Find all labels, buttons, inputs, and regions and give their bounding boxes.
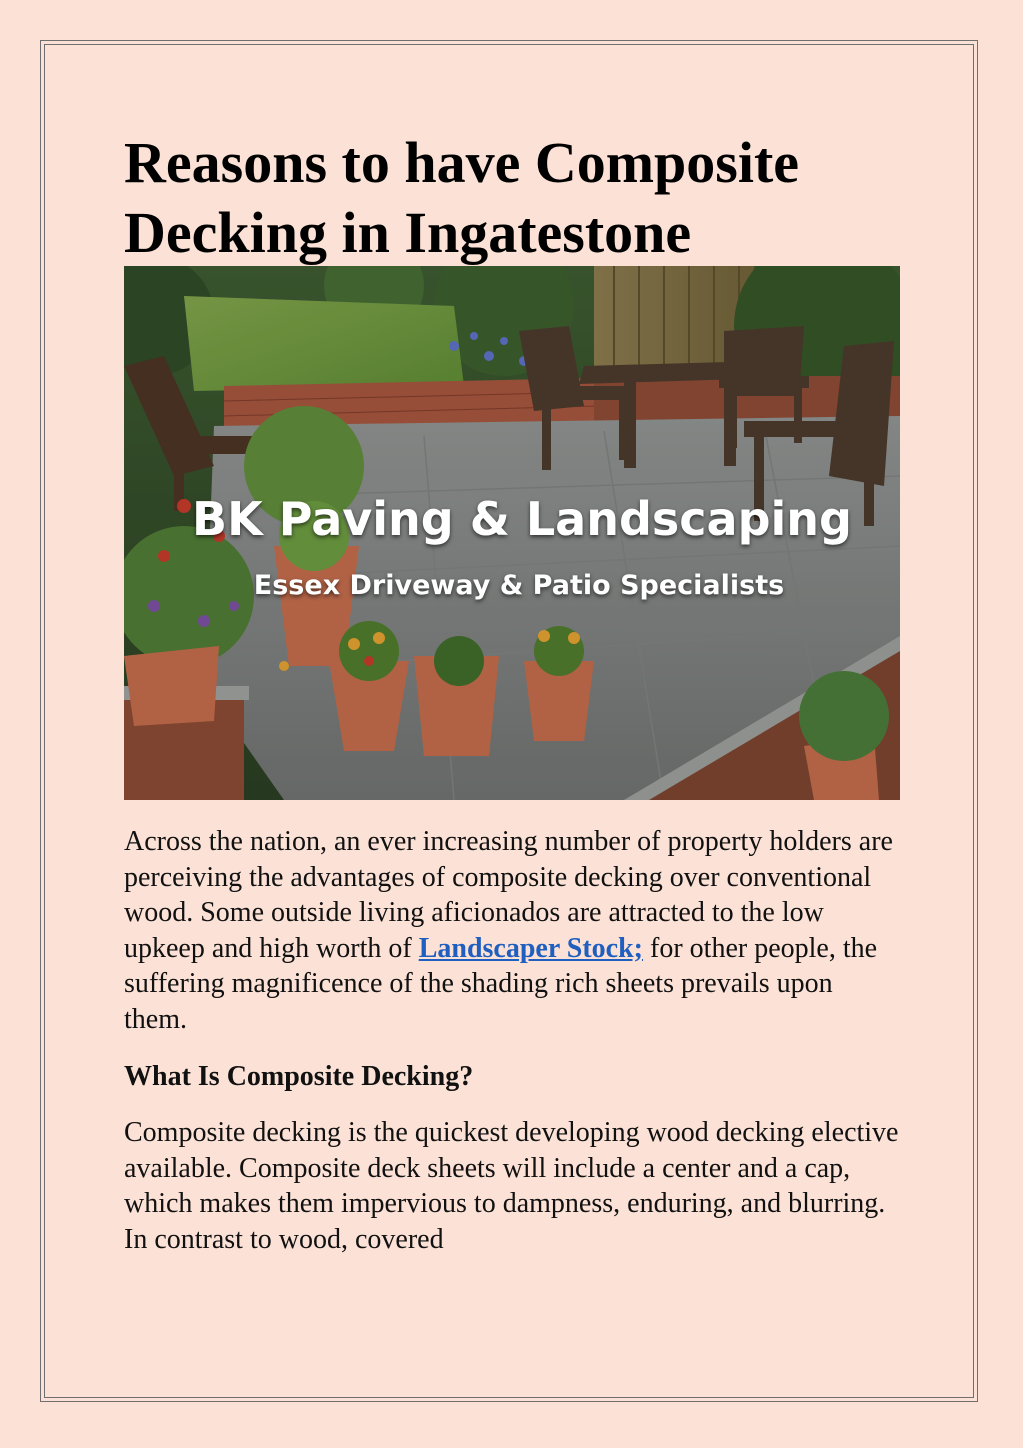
definition-paragraph: Composite decking is the quickest developing wood decking elective available. Composite deck sheets will include a center and a cap, which makes them impervious to dampness, enduring, and blurring. In contrast to wood, covered (124, 1117, 899, 1255)
landscaper-stock-link[interactable]: Landscaper Stock; (418, 932, 644, 964)
intro-paragraph (124, 824, 902, 1037)
hero-company-name: BK Paving & Landscaping (192, 492, 852, 546)
document-title: Reasons to have Composite Decking in Ingatestone (124, 130, 800, 265)
section-heading: What Is Composite Decking? (124, 1061, 474, 1092)
intro-text-after-link: for other people, the suffering magnificence of the shading rich sheets prevails upon them. (124, 932, 878, 1035)
hero-tagline: Essex Driveway & Patio Specialists (253, 570, 785, 601)
document-content (124, 128, 902, 1257)
intro-text-before-link: Across the nation, an ever increasing number of property holders are perceiving the advantages of composite decking over conventional wood. Some outside living aficionados are attracted to the low upkeep and high worth of (124, 826, 893, 964)
hero-image (124, 266, 900, 800)
